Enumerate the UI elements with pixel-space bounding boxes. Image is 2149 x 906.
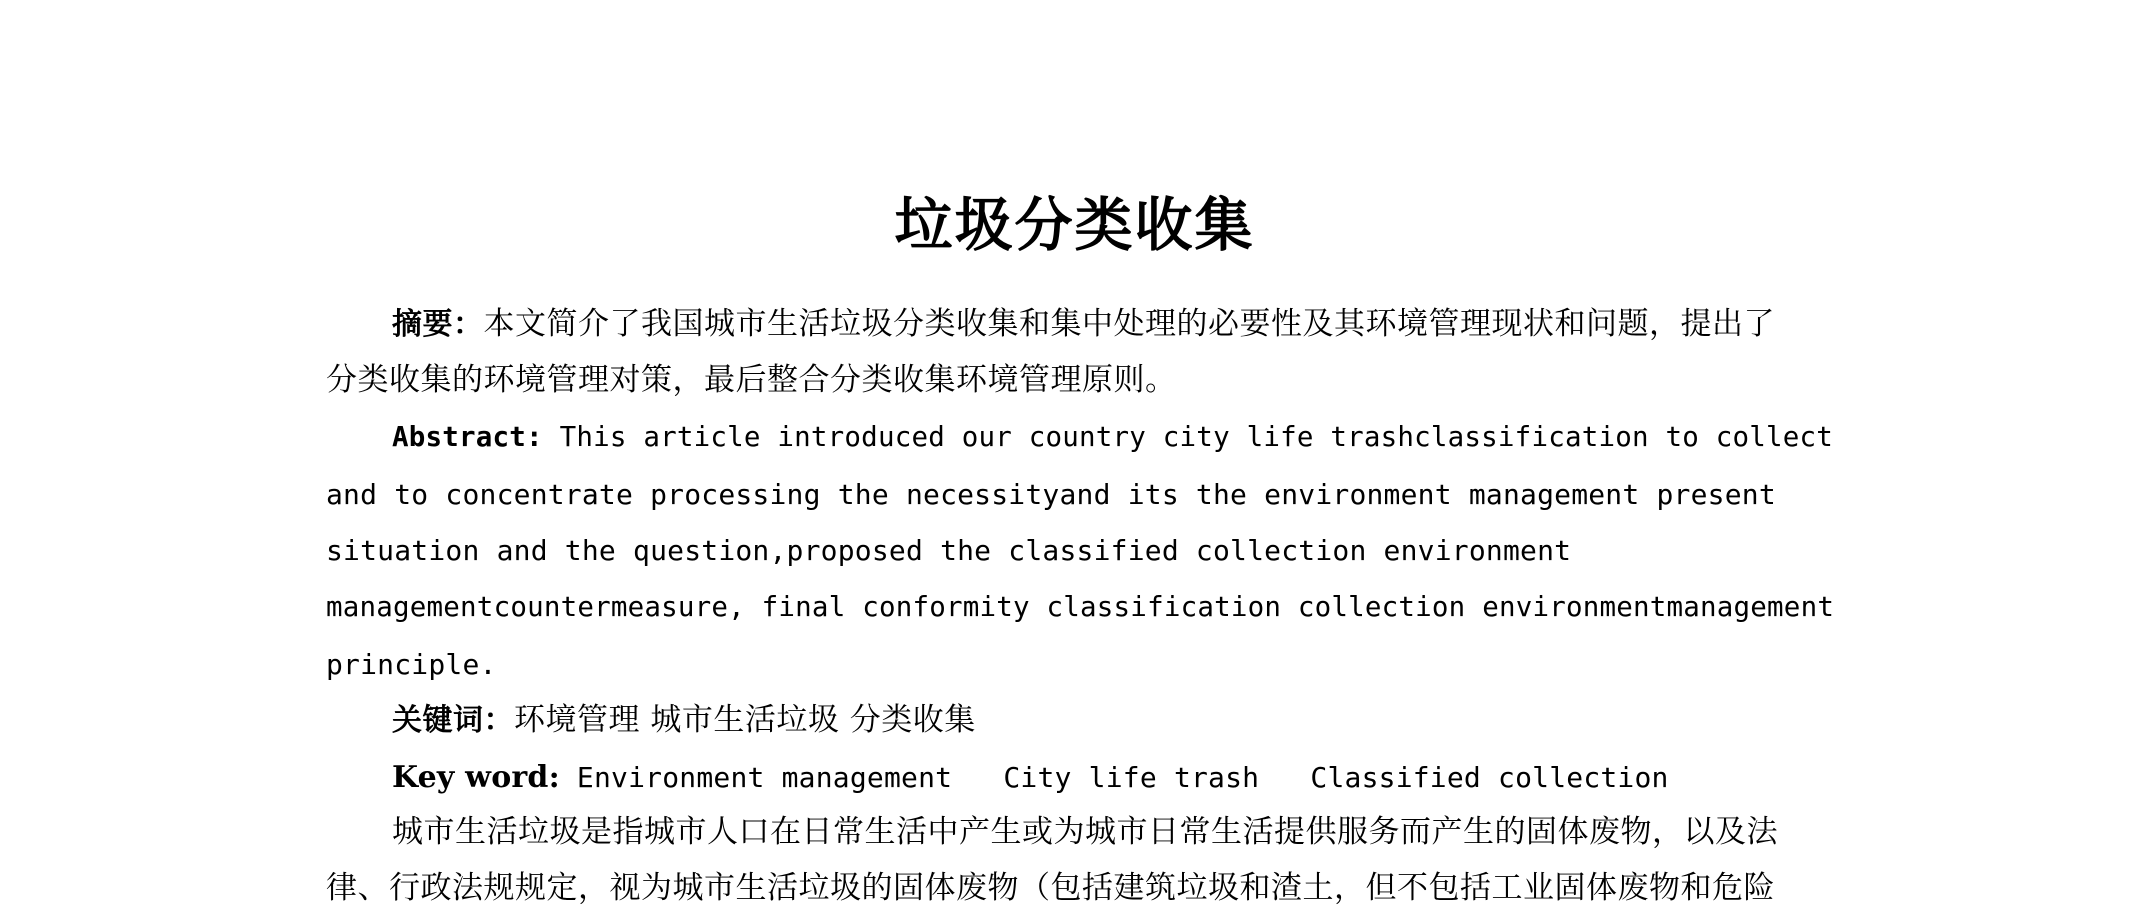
keywords-en-line <box>392 760 1669 795</box>
keywords-cn-label: 关键词： <box>392 703 514 738</box>
abstract-en-text-1: This article introduced our country city life trashclassification to collect <box>542 421 1834 453</box>
abstract-en-line-2: and to concentrate processing the necessityand its the environment management present <box>326 478 1776 511</box>
abstract-cn-line-1 <box>392 306 1775 342</box>
keywords-en-label: Key word: <box>392 760 560 795</box>
keywords-cn-line <box>392 702 976 738</box>
abstract-en-line-4: managementcountermeasure, final conformity classification collection environmentmanagement <box>326 591 1835 623</box>
body-line-1: 城市生活垃圾是指城市人口在日常生活中产生或为城市日常生活提供服务而产生的固体废物，以及法 <box>392 814 1778 850</box>
abstract-cn-label: 摘要： <box>392 307 484 342</box>
body-line-2: 律、行政法规规定，视为城市生活垃圾的固体废物（包括建筑垃圾和渣土，但不包括工业固体废物和危险 <box>326 870 1775 906</box>
keywords-cn-text: 环境管理 城市生活垃圾 分类收集 <box>514 702 976 738</box>
abstract-en-label: Abstract: <box>392 421 543 453</box>
abstract-en-line-5: principle. <box>326 648 497 681</box>
abstract-en-line-1 <box>392 421 1834 453</box>
abstract-cn-line-2: 分类收集的环境管理对策，最后整合分类收集环境管理原则。 <box>326 362 1177 398</box>
abstract-en-line-3: situation and the question,proposed the classified collection environment <box>326 534 1572 567</box>
document-title: 垃圾分类收集 <box>894 191 1255 259</box>
abstract-cn-text-1: 本文简介了我国城市生活垃圾分类收集和集中处理的必要性及其环境管理现状和问题，提出了 <box>483 306 1775 342</box>
keywords-en-text: Environment management City life trash Classified collection <box>559 761 1669 794</box>
